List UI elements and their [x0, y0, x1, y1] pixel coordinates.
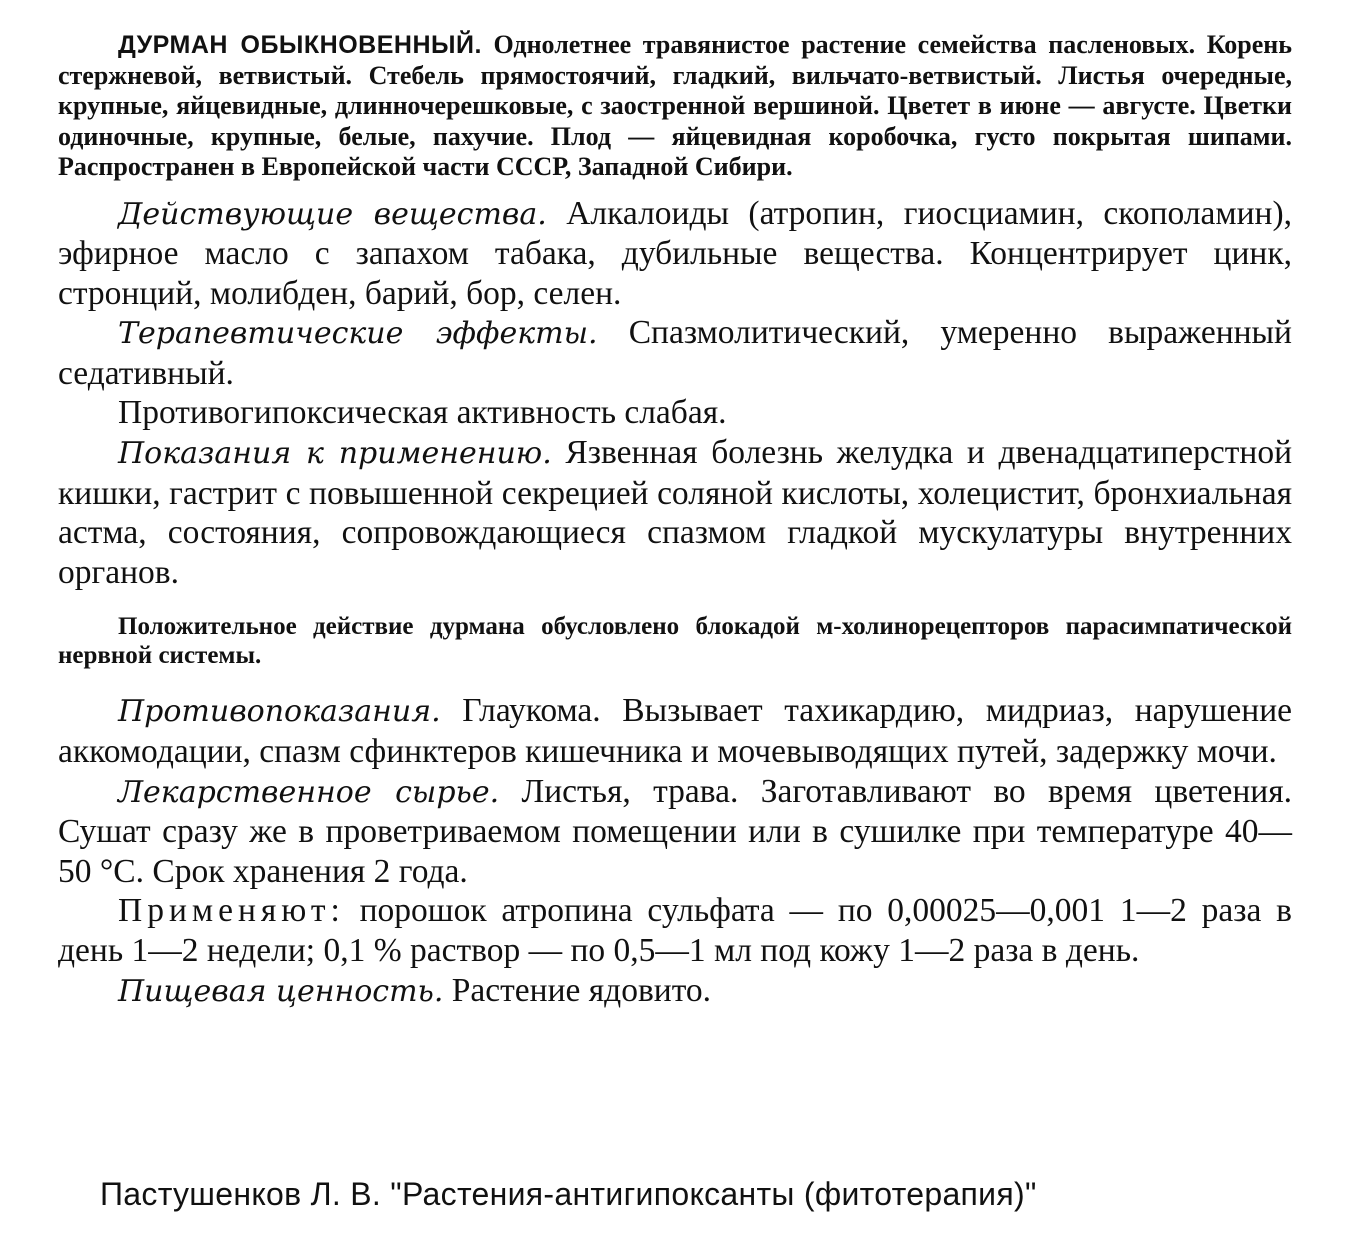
indications-text: Язвенная болезнь желудка и двенадцатиперстной кишки, гастрит с повышенной секрецией соляной кислоты, холецистит, бронхиальная астма, состояния, сопровождающиеся спазмом гладкой мускулатуры внутренних органов. — [58, 434, 1292, 591]
usage-label: Применяют: — [118, 892, 345, 930]
active-substances-paragraph — [58, 194, 1292, 314]
intro-paragraph — [58, 30, 1292, 183]
therapeutic-effects-text: Спазмолитический, умеренно выраженный седативный. — [58, 314, 1292, 392]
nutrition-paragraph — [58, 971, 1292, 1012]
raw-material-label: Лекарственное сырье. — [118, 774, 500, 810]
indications-label: Показания к применению. — [118, 436, 552, 472]
usage-paragraph — [58, 891, 1292, 970]
nutrition-label: Пищевая ценность. — [118, 973, 444, 1009]
active-substances-text: Алкалоиды (атропин, гиосциамин, скополамин), эфирное масло с запахом табака, дубильные вещества. Концентрирует цинк, стронций, молибден, барий, бор, селен. — [58, 194, 1293, 312]
usage-text: порошок атропина сульфата — по 0,00025—0,001 1—2 раза в день 1—2 недели; 0,1 % раствор — по 0,5—1 мл под кожу 1—2 раза в день. — [58, 892, 1292, 969]
contraindications-label: Противопоказания. — [118, 694, 441, 730]
intro-text: Однолетнее травянистое растение семейства пасленовых. Корень стержневой, ветвистый. Стебель прямостоячий, гладкий, вильчато-ветвистый. Листья очередные, крупные, яйцевидные, длинночерешковые, с заостренной вершиной. Цветет в июне — августе. Цветки одиночные, крупные, белые, пахучие. Плод — яйцевидная коробочка, густо покрытая шипами. Распространен в Европейской части СССР, Западной Сибири. — [58, 30, 1292, 181]
antihypoxic-paragraph: Противогипоксическая активность слабая. — [118, 394, 727, 432]
raw-material-paragraph — [58, 772, 1292, 892]
plant-title: ДУРМАН ОБЫКНОВЕННЫЙ. — [118, 31, 482, 59]
raw-material-text: Листья, трава. Заготавливают во время цветения. Сушат сразу же в проветриваемом помещении или в сушилке при температуре 40—50 °С. Срок хранения 2 года. — [58, 772, 1292, 890]
contraindications-text: Глаукома. Вызывает тахикардию, мидриаз, нарушение аккомодации, спазм сфинктеров кишечника и мочевыводящих путей, задержку мочи. — [58, 692, 1292, 771]
therapeutic-effects-label: Терапевтические эффекты. — [118, 316, 598, 352]
indications-paragraph — [58, 433, 1292, 592]
contraindications-paragraph — [58, 691, 1292, 771]
mechanism-note: Положительное действие дурмана обусловлено блокадой м-холинорецепторов парасимпатической нервной системы. — [58, 613, 1292, 670]
article-body — [58, 30, 1292, 1011]
nutrition-text: Растение ядовито. — [443, 971, 712, 1009]
active-substances-label: Действующие вещества. — [118, 196, 547, 232]
source-citation: Пастушенков Л. В. "Растения-антигипоксанты (фитотерапия)" — [100, 1176, 1037, 1212]
therapeutic-effects-paragraph — [58, 313, 1292, 393]
